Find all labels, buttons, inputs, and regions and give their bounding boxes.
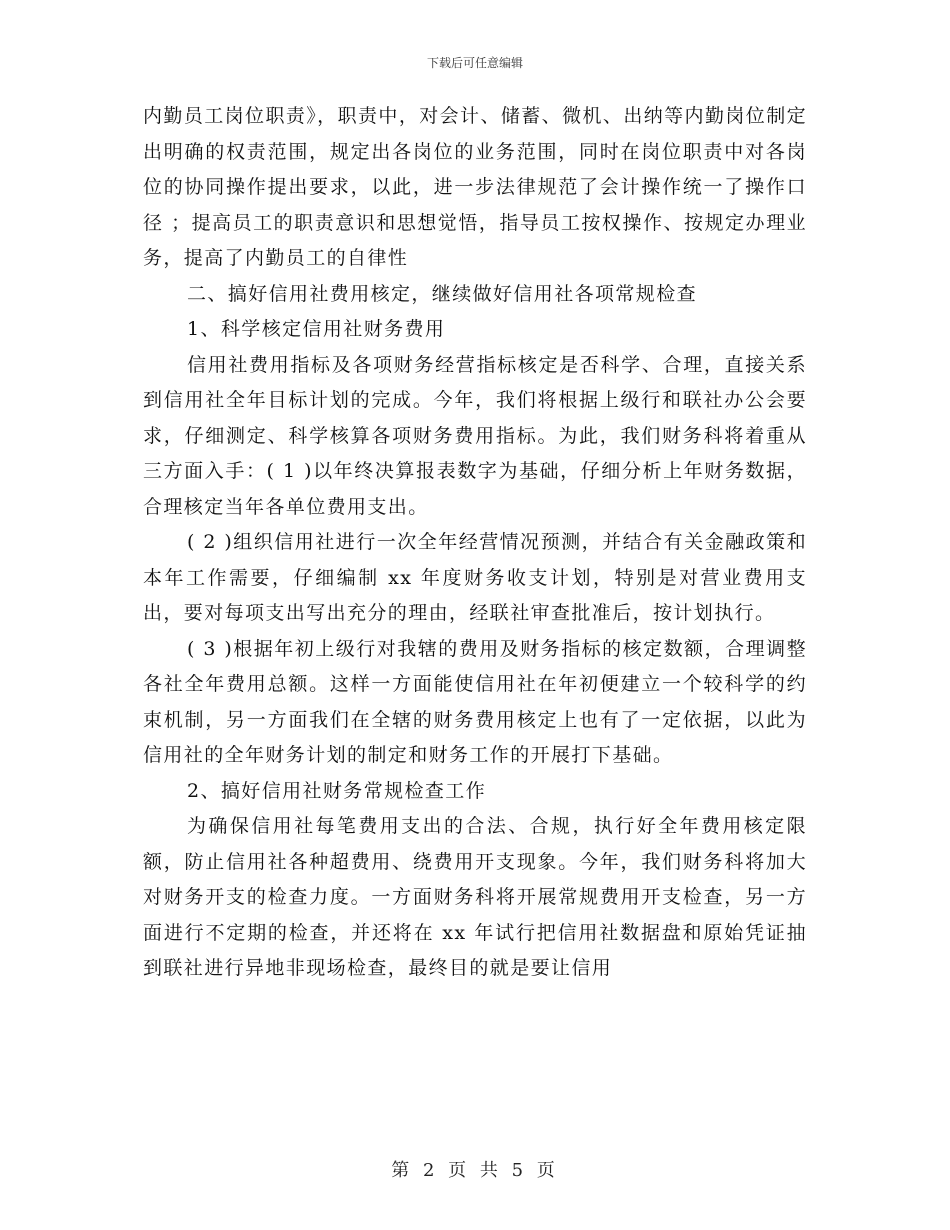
document-body	[143, 99, 807, 987]
section-heading-2: 二、搞好信用社费用核定，继续做好信用社各项常规检查	[187, 282, 698, 305]
subsection-heading-2: 2、搞好信用社财务常规检查工作	[187, 779, 487, 802]
page-header: 下载后可任意编辑	[426, 56, 523, 70]
paragraph-item-3: ( 3 )根据年初上级行对我辖的费用及财务指标的核定数额，合理调整各社全年费用总额。这样一方面能使信用社在年初便建立一个较科学的约束机制，另一方面我们在全辖的财务费用核定上也有了一定依据，以此为信用社的全年财务计划的制定和财务工作的开展打下基础。	[143, 637, 807, 766]
page-number: 第 2 页 共 5 页	[391, 1160, 559, 1181]
paragraph-item-2: ( 2 )组织信用社进行一次全年经营情况预测，并结合有关金融政策和本年工作需要，仔细编制 xx 年度财务收支计划，特别是对营业费用支出，要对每项支出写出充分的理由，经联社审查批准后，按计划执行。	[143, 531, 807, 624]
subsection-heading-1: 1、科学核定信用社财务费用	[187, 318, 446, 340]
paragraph-fee-indicators: 信用社费用指标及各项财务经营指标核定是否科学、合理，直接关系到信用社全年目标计划的完成。今年，我们将根据上级行和联社办公会要求，仔细测定、科学核算各项财务费用指标。为此，我们财务科将着重从三方面入手：( 1 )以年终决算报表数字为基础，仔细分析上年财务数据，合理核定当年各单位费用支出。	[143, 353, 807, 518]
paragraph-duty-text: 内勤员工岗位职责》，职责中，对会计、储蓄、微机、出纳等内勤岗位制定出明确的权责范围，规定出各岗位的业务范围，同时在岗位职责中对各岗位的协同操作提出要求，以此，进一步法律规范了会计操作统一了操作口径 ；提高员工的职责意识和思想觉悟，指导员工按权操作、按规定办理业务，提高了内勤员工的自律性	[143, 105, 807, 269]
paragraph-inspection: 为确保信用社每笔费用支出的合法、合规，执行好全年费用核定限额，防止信用社各种超费用、绕费用开支现象。今年，我们财务科将加大对财务开支的检查力度。一方面财务科将开展常规费用开支检查，另一方面进行不定期的检查，并还将在 xx 年试行把信用社数据盘和原始凭证抽到联社进行异地非现场检查，最终目的就是要让信用	[143, 815, 807, 979]
